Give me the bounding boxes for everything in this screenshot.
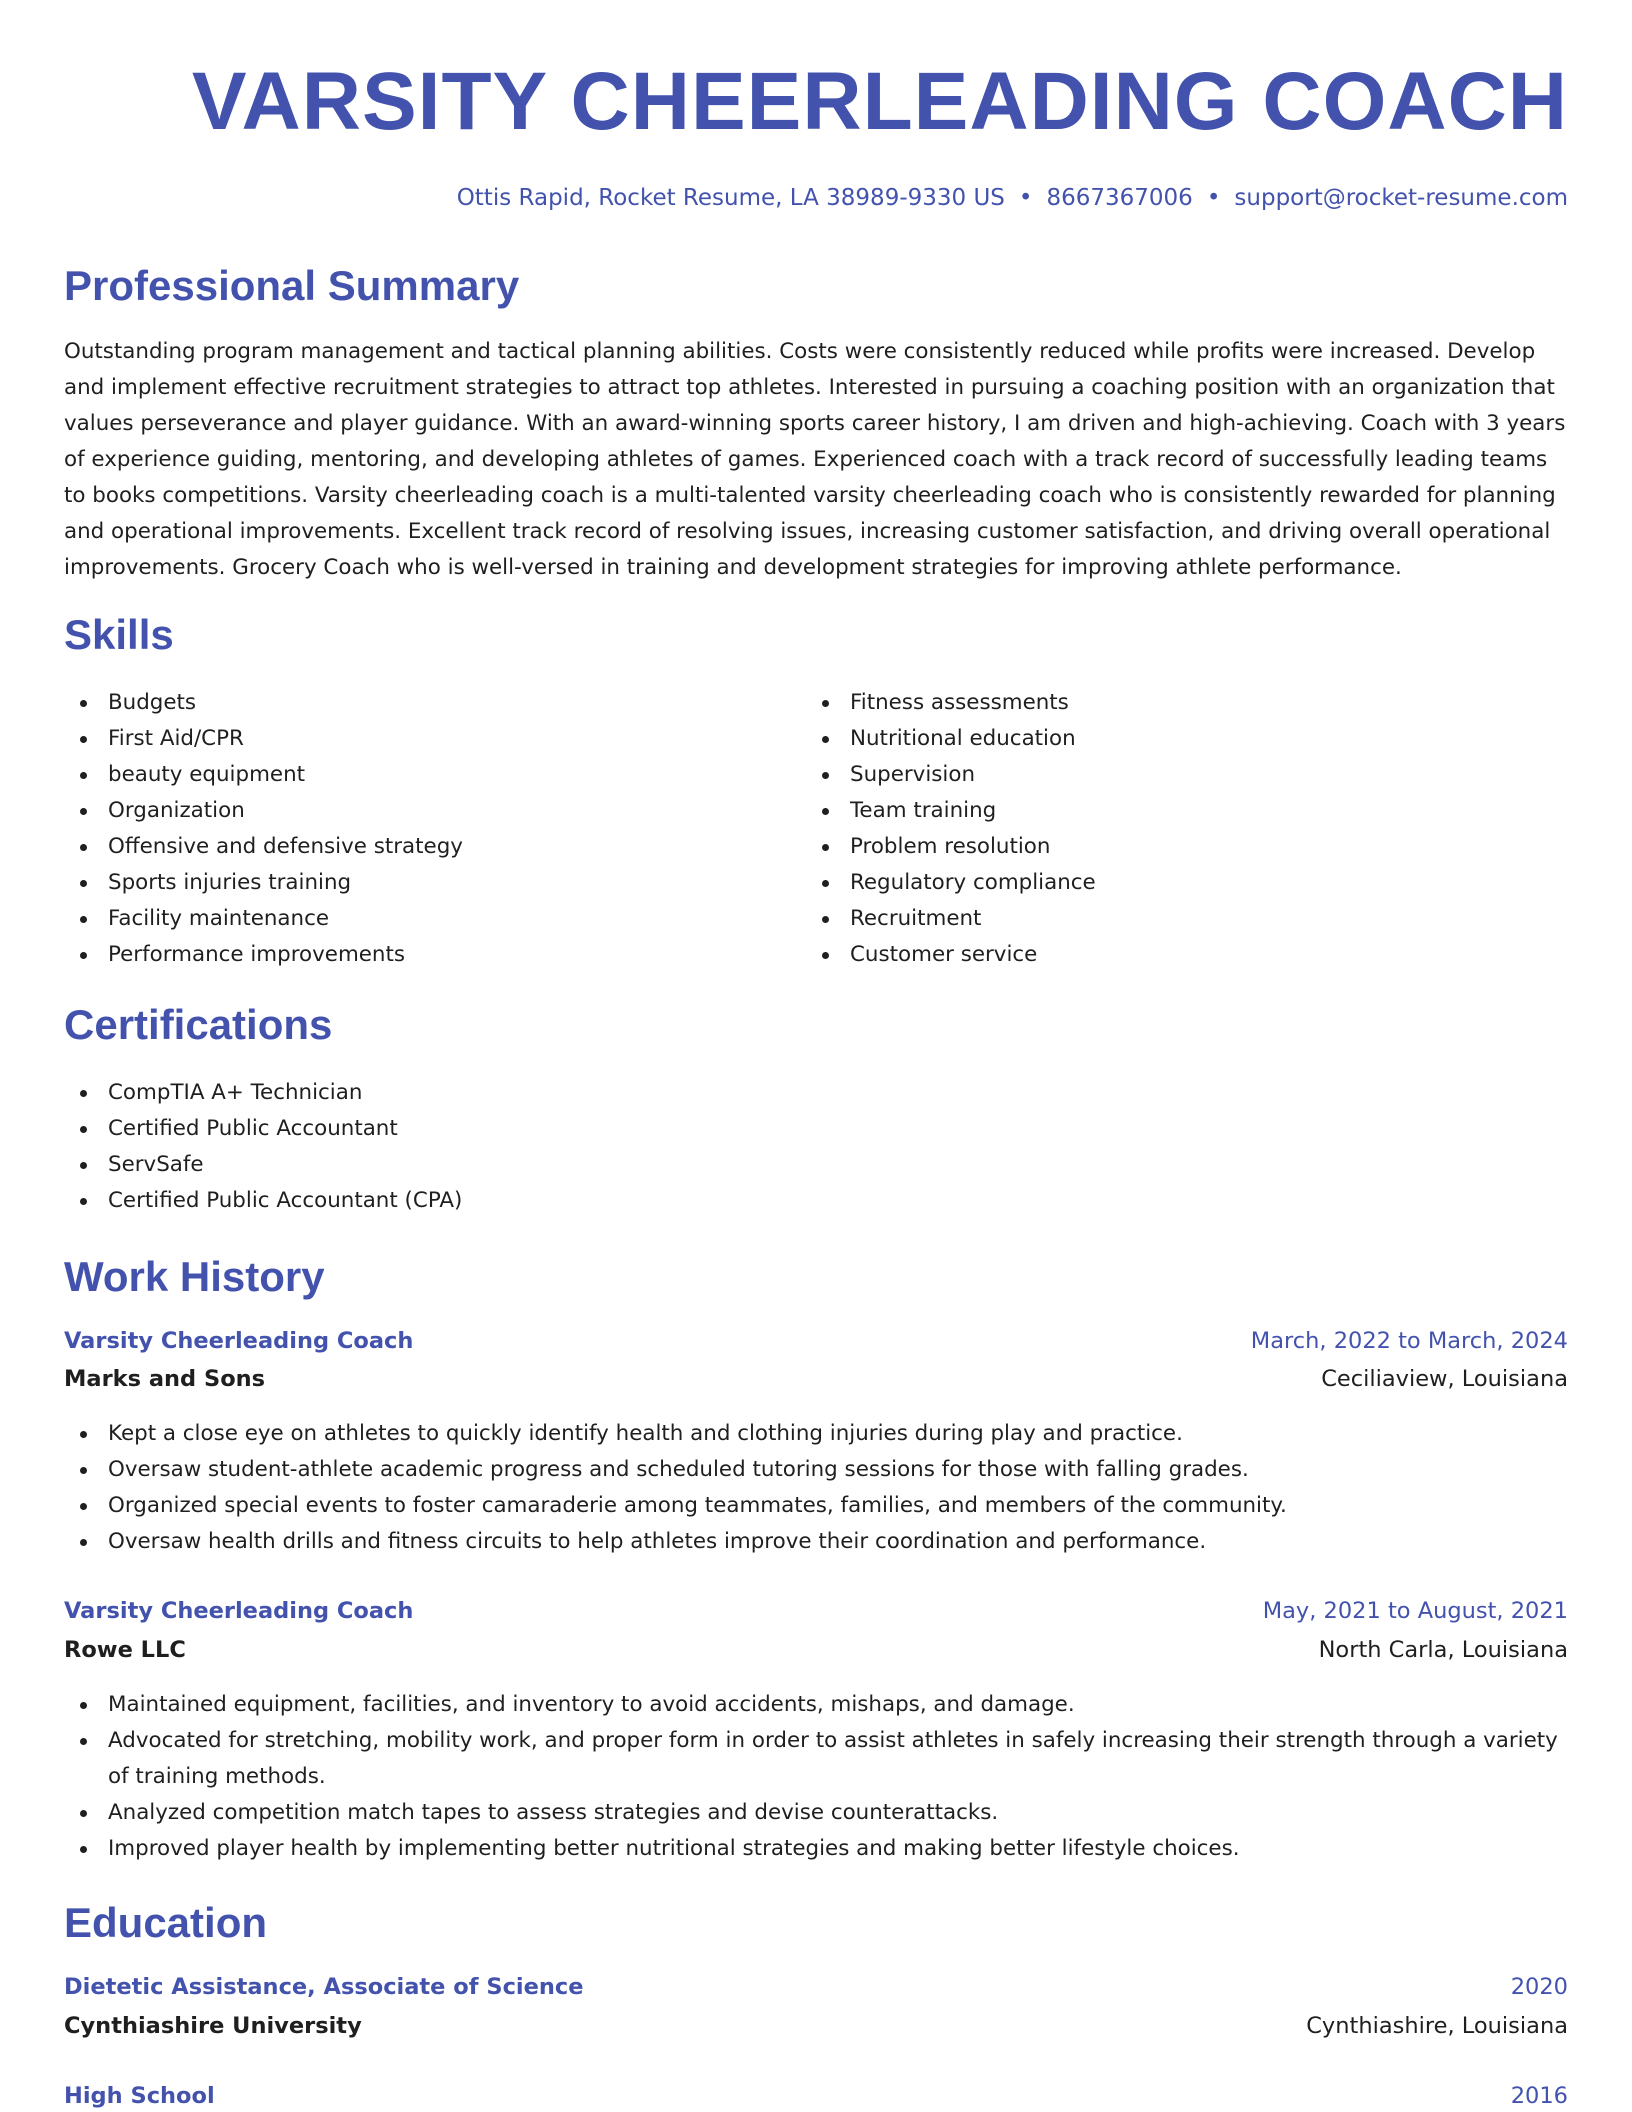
job-company-row [64, 1360, 1568, 1398]
education-location: Cynthiashire, Louisiana [1306, 2013, 1568, 2039]
skill-item: First Aid/CPR [64, 721, 804, 757]
job-bullet: Advocated for stretching, mobility work, and proper form in order to assist athletes in safely increasing their strength through a variety of training methods. [64, 1723, 1568, 1795]
certification-item: Certified Public Accountant (CPA) [64, 1183, 804, 1219]
job-bullet: Kept a close eye on athletes to quickly identify health and clothing injuries during play and practice. [64, 1416, 1568, 1452]
certification-item: Certified Public Accountant [64, 1111, 804, 1147]
job-company: Marks and Sons [64, 1366, 266, 1392]
job-company: Rowe LLC [64, 1637, 186, 1663]
skills-heading: Skills [64, 611, 174, 658]
job-dates: March, 2022 to March, 2024 [1250, 1328, 1568, 1354]
skills-list-right [806, 685, 1546, 973]
job-bullet: Analyzed competition match tapes to assess strategies and devise counterattacks. [64, 1795, 1568, 1831]
education-year: 2016 [1510, 2083, 1568, 2109]
job-bullet: Improved player health by implementing better nutritional strategies and making better lifestyle choices. [64, 1831, 1568, 1867]
job-bullets [64, 1416, 1568, 1560]
contact-phone: 8667367006 [1046, 185, 1193, 211]
skill-item: Organization [64, 793, 804, 829]
education-school: Cynthiashire University [64, 2013, 362, 2039]
contact-email: support@rocket-resume.com [1234, 185, 1568, 211]
job-location: Ceciliaview, Louisiana [1321, 1366, 1568, 1392]
job-company-row [64, 1631, 1568, 1669]
skill-item: Regulatory compliance [806, 865, 1546, 901]
education-degree-row [64, 2077, 1568, 2112]
job-bullet: Oversaw student-athlete academic progress and scheduled tutoring sessions for those with falling grades. [64, 1452, 1568, 1488]
work-heading: Work History [64, 1253, 325, 1300]
job-bullet: Oversaw health drills and fitness circuits to help athletes improve their coordination and performance. [64, 1524, 1568, 1560]
job-title: Varsity Cheerleading Coach [64, 1598, 414, 1624]
certifications-list [64, 1075, 804, 1219]
skill-item: Team training [806, 793, 1546, 829]
contact-line [457, 180, 1568, 216]
skill-item: Sports injuries training [64, 865, 804, 901]
summary-text: Outstanding program management and tactical planning abilities. Costs were consistently reduced while profits were increased. Develop and implement effective recruitment strategies to attract top athletes. Interested in pursuing a coaching position with an organization that values perseverance and player guidance. With an award-winning sports career history, I am driven and high-achieving. Coach with 3 years of experience guiding, mentoring, and developing athletes of games. Experienced coach with a track record of successfully leading teams to books competitions. Varsity cheerleading coach is a multi-talented varsity cheerleading coach who is consistently rewarded for planning and operational improvements. Excellent track record of resolving issues, increasing customer satisfaction, and driving overall operational improvements. Grocery Coach who is well-versed in training and development strategies for improving athlete performance. [64, 339, 1566, 580]
skill-item: Customer service [806, 937, 1546, 973]
skill-item: Fitness assessments [806, 685, 1546, 721]
job-bullets [64, 1687, 1568, 1867]
education-degree: High School [64, 2083, 215, 2109]
education-heading: Education [64, 1899, 268, 1946]
skill-item: Facility maintenance [64, 901, 804, 937]
job-title: Varsity Cheerleading Coach [64, 1328, 414, 1354]
certification-item: CompTIA A+ Technician [64, 1075, 804, 1111]
job-dates: May, 2021 to August, 2021 [1262, 1598, 1568, 1624]
resume-title: VARSITY CHEERLEADING COACH [191, 56, 1568, 147]
skill-item: Supervision [806, 757, 1546, 793]
skills-list-left [64, 685, 804, 973]
summary-heading: Professional Summary [64, 262, 520, 309]
skill-item: beauty equipment [64, 757, 804, 793]
job-bullet: Maintained equipment, facilities, and inventory to avoid accidents, mishaps, and damage. [64, 1687, 1568, 1723]
skill-item: Offensive and defensive strategy [64, 829, 804, 865]
skill-item: Performance improvements [64, 937, 804, 973]
job-bullet: Organized special events to foster camaraderie among teammates, families, and members of the community. [64, 1488, 1568, 1524]
contact-separator: • [1206, 185, 1221, 211]
skill-item: Budgets [64, 685, 804, 721]
education-degree: Dietetic Assistance, Associate of Science [64, 1974, 584, 2000]
job-title-row [64, 1322, 1568, 1360]
education-year: 2020 [1510, 1974, 1568, 2000]
certification-item: ServSafe [64, 1147, 804, 1183]
education-school-row [64, 2007, 1568, 2045]
skill-item: Problem resolution [806, 829, 1546, 865]
education-degree-row [64, 1968, 1568, 2006]
certifications-heading: Certifications [64, 1001, 333, 1048]
skill-item: Nutritional education [806, 721, 1546, 757]
contact-separator: • [1018, 185, 1033, 211]
contact-address: Ottis Rapid, Rocket Resume, LA 38989-9330 US [456, 185, 1005, 211]
skill-item: Recruitment [806, 901, 1546, 937]
job-location: North Carla, Louisiana [1318, 1637, 1568, 1663]
job-title-row [64, 1592, 1568, 1630]
